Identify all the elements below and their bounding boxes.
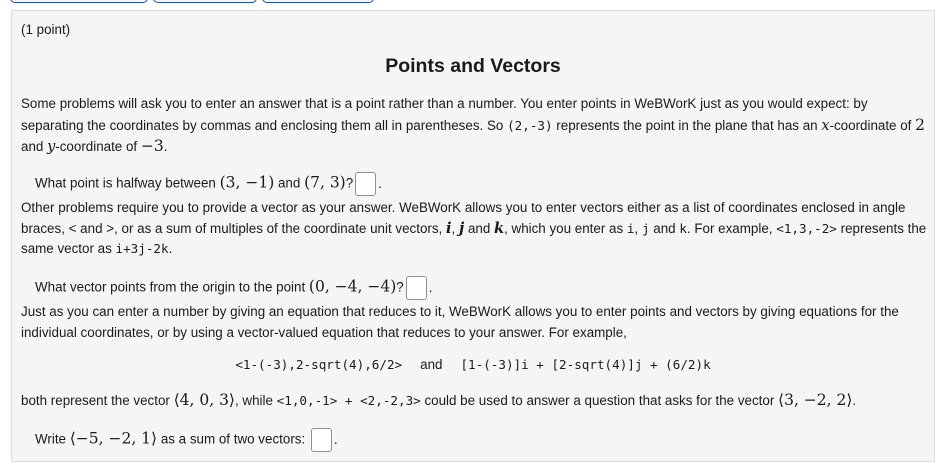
text: -coordinate of [55,139,141,154]
code-j: j [641,220,650,236]
text: -coordinate of [829,117,916,133]
code-vector-sum: <1,0,-1> + <2,-2,3> [276,393,421,408]
text: Write [35,431,70,447]
example-equations [12,357,934,372]
text: as a sum of two vectors: [157,431,309,447]
text: could be used to answer a question that asks for the vector [420,393,779,408]
text: , [451,220,459,236]
text: and [274,175,305,191]
paragraph-vectors [21,198,929,260]
math-vector: ⟨−5, −2, 1⟩ [69,429,158,448]
code-example-left: <1-(-3),2-sqrt(4),6/2> [235,357,403,372]
answer-input-2[interactable] [406,276,427,300]
code-vector: <1,3,-2> [776,220,837,236]
question-3: Write ⟨−5, −2, 1⟩ as a sum of two vectors: . [35,428,338,452]
text: both represent the vector [21,393,174,408]
text: represents the point in the plane that has an [552,117,822,133]
code-example-right: [1-(-3)]i + [2-sqrt(4)]j + (6/2)k [460,357,711,372]
math-point: (7, 3) [304,173,346,192]
point-value: (1 point) [21,22,71,37]
answer-input-3[interactable] [311,428,332,452]
text: and [649,220,680,236]
paragraph-equations: Just as you can enter a number by giving an equation that reduces to it, WeBWorK allows you to enter points and vectors by giving equations for the individual coordinates, or by using a vector-valued equation that reduces to your answer. For example, [21,304,899,340]
code-i: i [626,220,635,236]
math-vector: ⟨4, 0, 3⟩ [173,391,235,409]
math-j: j [458,219,465,237]
code-sum: i+3j-2k [115,241,169,256]
question-2: What vector points from the origin to the point (0, −4, −4)? . [35,276,432,300]
code-k: k [679,220,687,236]
problem-panel [11,10,935,462]
text: ? [396,279,404,295]
text: ? [345,175,354,191]
text: What point is halfway between [35,175,220,191]
math-point: (0, −4, −4) [308,277,397,296]
text: Other problems require you to provide a vector as your answer. WeBWorK allows you to enter vectors either as a list of coordinates enclosed in angle braces, < and >, or as a sum of multiples of the coordinate unit vectors, [21,200,906,236]
problem-title: Points and Vectors [385,55,561,77]
tab[interactable] [10,0,148,3]
text: represents the same vector as [21,220,927,256]
paragraph-points [21,94,929,158]
paragraph-both [21,390,929,412]
math-neg3: −3 [140,137,164,155]
text: . [168,241,173,256]
math-k: k [494,219,505,237]
math-vector: ⟨3, −2, 2⟩ [778,391,853,409]
math-x: x [821,117,830,134]
text: and [420,357,443,372]
text: . [163,139,168,154]
question-1: What point is halfway between (3, −1) and (7, 3)? . [35,172,382,196]
math-i: i [446,219,452,237]
text: , [634,220,642,236]
math-y: y [47,139,56,155]
tab[interactable] [262,0,374,3]
text: . For example, [686,220,777,236]
answer-input-1[interactable] [355,172,376,196]
text: and [464,220,495,236]
math-2: 2 [915,115,925,134]
code-point: (2,-3) [507,117,553,133]
text: , while [234,393,277,408]
text: . [852,393,857,408]
math-point: (3, −1) [219,173,275,192]
text: , which you enter as [504,220,627,236]
tab[interactable] [153,0,257,3]
text: and [21,139,48,154]
text: What vector points from the origin to the point [35,279,309,295]
text: Some problems will ask you to enter an answer that is a point rather than a number. You enter points in WeBWorK just as you would expect: by separating the coordinates by commas and enclosing them all in parentheses. So [21,96,868,133]
